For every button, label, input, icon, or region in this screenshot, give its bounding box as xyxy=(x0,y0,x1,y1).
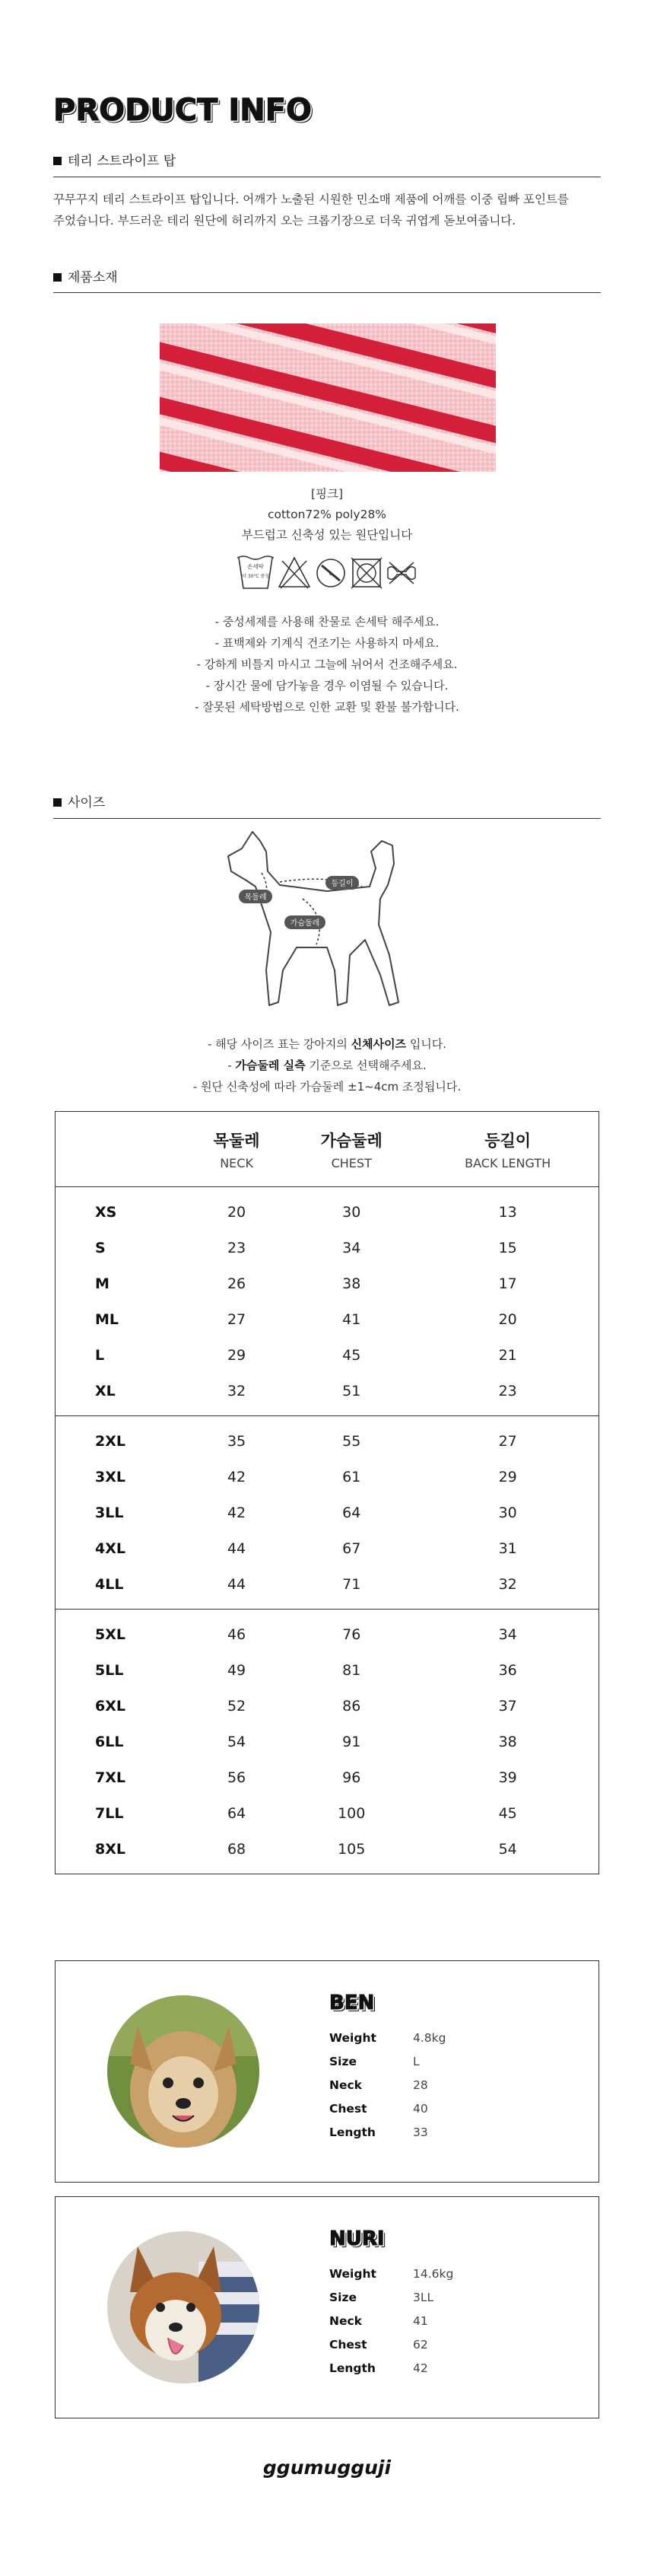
product-description xyxy=(53,189,601,231)
model-name: NURI xyxy=(329,2227,385,2250)
bullet-square xyxy=(53,273,62,282)
color-label: [핑크] xyxy=(310,487,344,501)
neck-cell: 27 xyxy=(227,1310,246,1328)
hand-wash-icon xyxy=(237,556,274,588)
neck-cell: 20 xyxy=(227,1203,246,1221)
back-length-cell: 13 xyxy=(498,1203,517,1221)
size-cell: 4XL xyxy=(95,1540,125,1557)
table-row xyxy=(56,1373,599,1416)
size-cell: 7XL xyxy=(95,1769,125,1786)
header-size xyxy=(56,1112,188,1187)
model-measurements xyxy=(329,2031,446,2149)
composition: cotton72% poly28% xyxy=(267,508,387,521)
table-row xyxy=(56,1495,599,1530)
avatar-ben xyxy=(107,1995,259,2148)
back-length-cell: 31 xyxy=(498,1540,517,1557)
chest-cell: 51 xyxy=(286,1373,417,1416)
size-cell: 6LL xyxy=(95,1733,124,1750)
back-length-cell: 21 xyxy=(498,1346,517,1364)
header-chest: 가슴둘레 CHEST xyxy=(286,1112,417,1187)
section-heading-label: 사이즈 xyxy=(68,795,106,810)
care-temp-text: 약 30°C 중성 xyxy=(241,574,270,579)
size-table-body xyxy=(56,1187,599,1874)
size-cell: ML xyxy=(95,1310,119,1328)
size-cell: 3LL xyxy=(95,1504,124,1521)
care-symbols xyxy=(236,552,418,594)
neck-cell: 52 xyxy=(227,1697,246,1715)
model-field: Size L xyxy=(329,2055,420,2068)
model-field: Size 3LL xyxy=(329,2291,434,2304)
size-cell: S xyxy=(95,1239,106,1256)
chest-cell: 38 xyxy=(342,1275,361,1292)
size-cell: L xyxy=(95,1346,105,1364)
neck-cell: 54 xyxy=(227,1733,246,1750)
neck-cell: 42 xyxy=(227,1468,246,1485)
care-note: - 중성세제를 사용해 찬물로 손세탁 해주세요. xyxy=(214,615,440,629)
back-length-cell: 30 xyxy=(498,1504,517,1521)
care-note: - 강하게 비틀지 마시고 그늘에 뉘어서 건조해주세요. xyxy=(196,658,458,671)
table-row xyxy=(56,1230,599,1266)
table-row xyxy=(56,1301,599,1337)
brand-logo: ggumugguji xyxy=(262,2457,392,2479)
table-row xyxy=(56,1459,599,1495)
model-field: Neck 41 xyxy=(329,2314,428,2328)
chest-cell: 105 xyxy=(338,1840,366,1858)
model-field: Length 33 xyxy=(329,2125,428,2139)
chest-cell: 86 xyxy=(342,1697,361,1715)
model-field: Length 42 xyxy=(329,2361,428,2375)
size-cell: 5XL xyxy=(95,1626,125,1643)
model-measurements xyxy=(329,2267,453,2385)
size-cell: 2XL xyxy=(95,1432,125,1450)
section-heading-label: 테리 스트라이프 탑 xyxy=(68,154,176,169)
section-heading-label: 제품소재 xyxy=(68,270,118,285)
size-cell: 3XL xyxy=(95,1468,125,1485)
fabric-swatch-image xyxy=(160,323,496,472)
description-line: 꾸무꾸지 테리 스트라이프 탑입니다. 어깨가 노출된 시원한 민소매 제품에 어깨를 이중 립빠 포인트를 xyxy=(53,193,569,206)
chest-cell: 67 xyxy=(342,1540,361,1557)
table-row xyxy=(56,1724,599,1759)
chest-cell: 71 xyxy=(286,1566,417,1610)
table-row xyxy=(56,1652,599,1688)
size-cell: XL xyxy=(56,1373,188,1416)
size-cell: 7LL xyxy=(95,1804,124,1822)
table-row xyxy=(56,1688,599,1724)
chest-cell: 34 xyxy=(342,1239,361,1256)
neck-cell: 68 xyxy=(227,1840,246,1858)
table-row xyxy=(56,1610,599,1653)
model-field: Neck 28 xyxy=(329,2078,428,2092)
bullet-square xyxy=(53,798,62,807)
chest-cell: 81 xyxy=(342,1661,361,1679)
back-length-cell: 20 xyxy=(498,1310,517,1328)
model-card-nuri xyxy=(55,2196,599,2418)
table-row xyxy=(56,1337,599,1373)
model-card-ben xyxy=(55,1960,599,2183)
header-back-length: 등길이 BACK LENGTH xyxy=(417,1112,598,1187)
neck-cell: 44 xyxy=(227,1540,246,1557)
section-heading-product xyxy=(53,150,601,169)
care-note: - 잘못된 세탁방법으로 인한 교환 및 환불 불가합니다. xyxy=(195,700,459,714)
back-length-cell: 36 xyxy=(498,1661,517,1679)
back-length-cell: 38 xyxy=(498,1733,517,1750)
size-cell: XS xyxy=(95,1203,117,1221)
diagram-label-neck: 목둘레 xyxy=(244,893,267,902)
model-name: BEN xyxy=(329,1992,375,2014)
back-length-cell: 27 xyxy=(498,1432,517,1450)
back-length-cell: 15 xyxy=(498,1239,517,1256)
neck-cell: 23 xyxy=(227,1239,246,1256)
neck-cell: 35 xyxy=(227,1432,246,1450)
table-row xyxy=(56,1416,599,1460)
model-field: Chest 62 xyxy=(329,2338,428,2352)
back-length-cell: 37 xyxy=(498,1697,517,1715)
chest-cell: 96 xyxy=(342,1769,361,1786)
chest-cell: 30 xyxy=(342,1203,361,1221)
neck-cell: 64 xyxy=(227,1804,246,1822)
size-cell: 5LL xyxy=(95,1661,124,1679)
chest-cell: 76 xyxy=(342,1626,361,1643)
model-field: Weight 14.6kg xyxy=(329,2267,454,2281)
size-note: - 원단 신축성에 따라 가슴둘레 ±1~4cm 조정됩니다. xyxy=(192,1080,462,1094)
back-length-cell: 23 xyxy=(417,1373,598,1416)
section-heading-material xyxy=(53,266,601,285)
care-note: - 표백제와 기계식 건조기는 사용하지 마세요. xyxy=(214,636,440,650)
size-cell: 4LL xyxy=(56,1566,188,1610)
neck-cell: 29 xyxy=(227,1346,246,1364)
neck-cell: 56 xyxy=(227,1769,246,1786)
care-wash-text: 손세탁 xyxy=(247,563,264,570)
model-field: Chest 40 xyxy=(329,2102,428,2116)
size-table-header xyxy=(56,1112,599,1187)
section-heading-size xyxy=(53,791,601,810)
material-info xyxy=(0,484,654,546)
no-wring-icon xyxy=(388,562,415,584)
avatar-nuri xyxy=(107,2231,259,2383)
no-bleach-icon xyxy=(279,558,310,588)
model-field: Weight 4.8kg xyxy=(329,2031,446,2045)
table-row xyxy=(56,1795,599,1831)
table-row xyxy=(56,1187,599,1231)
neck-cell: 42 xyxy=(227,1504,246,1521)
care-note: - 장시간 물에 담가놓을 경우 이염될 수 있습니다. xyxy=(205,679,449,693)
back-length-cell: 32 xyxy=(417,1566,598,1610)
back-length-cell: 29 xyxy=(498,1468,517,1485)
neck-cell: 49 xyxy=(227,1661,246,1679)
size-cell: M xyxy=(95,1275,110,1292)
svg-text:⚙: ⚙ xyxy=(329,572,333,577)
size-cell: 8XL xyxy=(95,1840,125,1858)
back-length-cell: 39 xyxy=(498,1769,517,1786)
size-table xyxy=(55,1111,599,1874)
chest-cell: 45 xyxy=(342,1346,361,1364)
no-dryer-icon xyxy=(317,559,344,587)
chest-cell: 41 xyxy=(342,1310,361,1328)
section-divider xyxy=(53,818,601,819)
neck-cell: 44 xyxy=(187,1566,286,1610)
header-neck: 목둘레 NECK xyxy=(187,1112,286,1187)
table-row xyxy=(56,1831,599,1874)
chest-cell: 55 xyxy=(342,1432,361,1450)
table-row xyxy=(56,1530,599,1566)
diagram-label-back: 등길이 xyxy=(331,880,354,888)
page-title: PRODUCT INFO xyxy=(53,93,313,128)
table-row xyxy=(56,1759,599,1795)
section-divider xyxy=(53,292,601,293)
diagram-label-chest: 가슴둘레 xyxy=(290,919,320,928)
size-note: - 해당 사이즈 표는 강아지의 신체사이즈 입니다. xyxy=(207,1037,447,1051)
neck-cell: 46 xyxy=(227,1626,246,1643)
care-notes xyxy=(0,611,654,718)
size-cell: 6XL xyxy=(95,1697,125,1715)
back-length-cell: 34 xyxy=(498,1626,517,1643)
neck-cell: 32 xyxy=(187,1373,286,1416)
no-tumble-dry-icon xyxy=(351,558,382,588)
back-length-cell: 45 xyxy=(498,1804,517,1822)
table-row xyxy=(56,1566,599,1610)
dog-measurement-diagram xyxy=(213,826,441,1020)
description-line: 주었습니다. 부드러운 테리 원단에 허리까지 오는 크롭기장으로 더욱 귀엽게 돋보여줍니다. xyxy=(53,214,516,228)
back-length-cell: 54 xyxy=(498,1840,517,1858)
back-length-cell: 17 xyxy=(498,1275,517,1292)
bullet-square xyxy=(53,157,62,165)
neck-cell: 26 xyxy=(227,1275,246,1292)
table-row xyxy=(56,1266,599,1301)
chest-cell: 61 xyxy=(342,1468,361,1485)
chest-cell: 64 xyxy=(342,1504,361,1521)
fabric-feel: 부드럽고 신축성 있는 원단입니다 xyxy=(241,528,413,542)
chest-cell: 91 xyxy=(342,1733,361,1750)
size-notes xyxy=(0,1033,654,1097)
size-note: - 가슴둘레 실측 기준으로 선택해주세요. xyxy=(227,1059,427,1072)
chest-cell: 100 xyxy=(338,1804,366,1822)
